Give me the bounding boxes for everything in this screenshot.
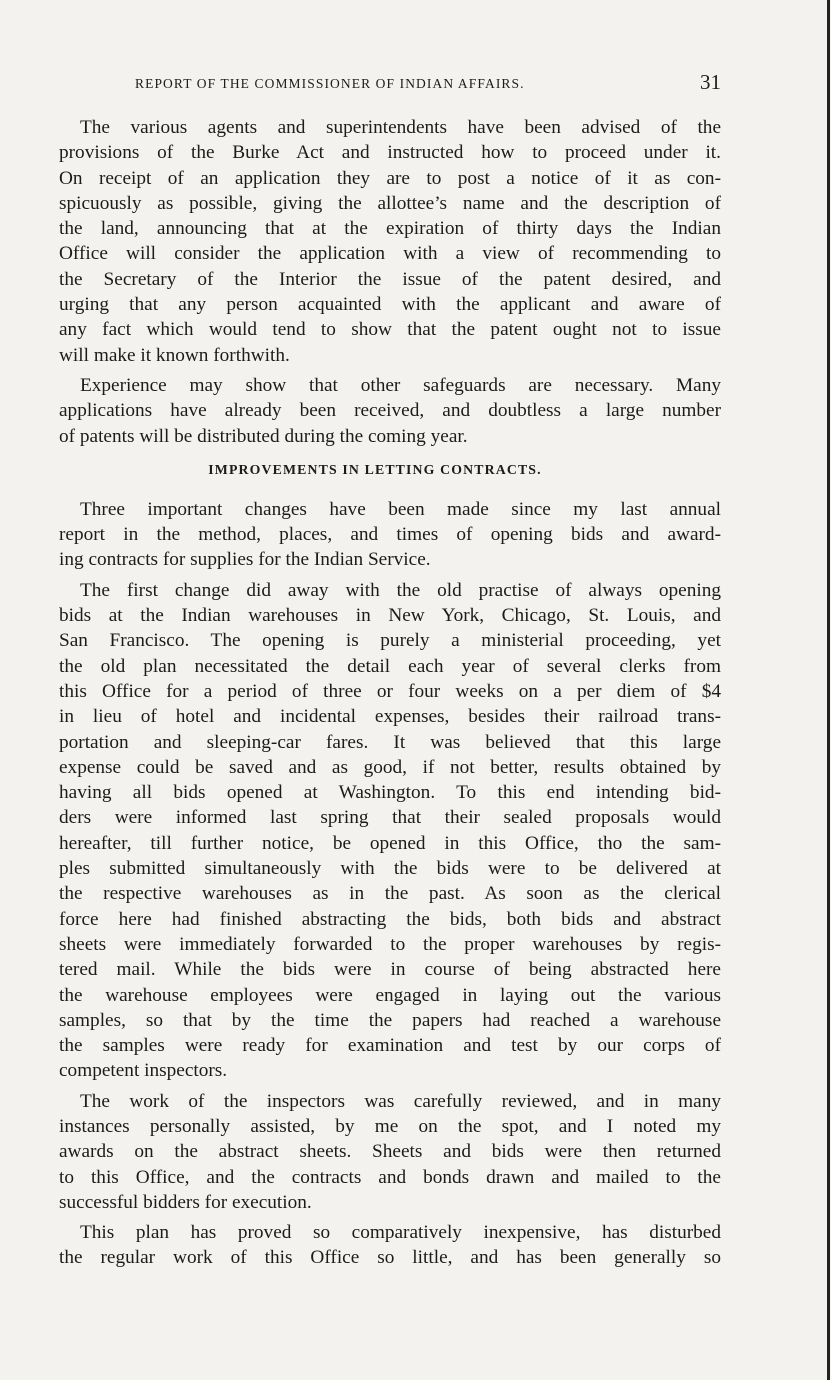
text-line: Experience may show that other safeguards are necessary. Many	[80, 374, 721, 396]
text-line: hereafter, till further notice, be opened in this Office, tho the sam-	[59, 832, 721, 854]
text-line: provisions of the Burke Act and instructed how to proceed under it.	[59, 142, 721, 164]
paragraphs-before-heading	[59, 115, 721, 449]
text-line: the regular work of this Office so little, and has been generally so	[59, 1247, 721, 1269]
text-line: The various agents and superintendents have been advised of the	[80, 117, 721, 138]
text-line: ples submitted simultaneously with the bids were to be delivered at	[59, 858, 721, 880]
body-text	[59, 115, 721, 1276]
running-head: REPORT OF THE COMMISSIONER OF INDIAN AFFAIRS.	[135, 76, 525, 91]
text-line: competent inspectors.	[59, 1060, 228, 1082]
text-line: having all bids opened at Washington. To this end intending bid-	[59, 782, 721, 804]
text-line: bids at the Indian warehouses in New York, Chicago, St. Louis, and	[59, 605, 721, 627]
text-line: sheets were immediately forwarded to the proper warehouses by regis-	[59, 933, 721, 955]
text-line: ing contracts for supplies for the Indian Service.	[59, 549, 431, 571]
paragraph	[59, 373, 721, 449]
text-line: any fact which would tend to show that the patent ought not to issue	[59, 319, 721, 341]
text-line: of patents will be distributed during the coming year.	[59, 425, 468, 447]
paragraph	[59, 1220, 721, 1271]
text-line: the land, announcing that at the expiration of thirty days the Indian	[59, 218, 721, 240]
text-line: successful bidders for execution.	[59, 1191, 312, 1213]
text-line: The first change did away with the old practise of always opening	[80, 579, 721, 601]
text-line: the old plan necessitated the detail each year of several clerks from	[59, 655, 721, 677]
text-line: the samples were ready for examination and test by our corps of	[59, 1035, 721, 1057]
text-line: tered mail. While the bids were in course of being abstracted here	[59, 959, 721, 981]
paragraph	[59, 578, 721, 1084]
text-line: this Office for a period of three or four weeks on a per diem of $4	[59, 680, 721, 702]
text-line: San Francisco. The opening is purely a ministerial proceeding, yet	[59, 630, 721, 652]
text-line: instances personally assisted, by me on the spot, and I noted my	[59, 1115, 721, 1137]
page-number: 31	[700, 70, 721, 94]
paragraph	[59, 497, 721, 573]
text-line: samples, so that by the time the papers had reached a warehouse	[59, 1009, 721, 1031]
text-line: the respective warehouses as in the past. As soon as the clerical	[59, 883, 721, 905]
text-line: force here had finished abstracting the bids, both bids and abstract	[59, 908, 721, 930]
text-line: the Secretary of the Interior the issue of the patent desired, and	[59, 268, 721, 290]
text-line: portation and sleeping-car fares. It was believed that this large	[59, 731, 721, 753]
paragraph	[59, 115, 721, 368]
text-line: to this Office, and the contracts and bonds drawn and mailed to the	[59, 1166, 721, 1188]
text-line: Three important changes have been made since my last annual	[80, 498, 721, 520]
text-line: This plan has proved so comparatively inexpensive, has disturbed	[80, 1222, 721, 1244]
text-line: in lieu of hotel and incidental expenses, besides their railroad trans-	[59, 706, 721, 728]
text-line: awards on the abstract sheets. Sheets and bids were then returned	[59, 1141, 721, 1163]
text-line: expense could be saved and as good, if not better, results obtained by	[59, 756, 721, 778]
text-line: applications have already been received, and doubtless a large number	[59, 400, 721, 422]
page-edge-rule	[827, 0, 830, 1380]
text-line: the warehouse employees were engaged in laying out the various	[59, 984, 721, 1006]
text-line: Office will consider the application with a view of recommending to	[59, 243, 721, 265]
text-line: On receipt of an application they are to post a notice of it as con-	[59, 167, 721, 189]
paragraph	[59, 1089, 721, 1215]
text-line: spicuously as possible, giving the allottee’s name and the description of	[59, 192, 721, 214]
text-line: will make it known forthwith.	[59, 344, 290, 366]
paragraphs-after-heading	[59, 497, 721, 1271]
text-line: report in the method, places, and times of opening bids and award-	[59, 524, 721, 546]
text-line: The work of the inspectors was carefully reviewed, and in many	[80, 1090, 721, 1112]
section-heading: IMPROVEMENTS IN LETTING CONTRACTS.	[208, 461, 542, 477]
page-header	[60, 68, 721, 100]
text-line: ders were informed last spring that their sealed proposals would	[59, 807, 721, 829]
text-line: urging that any person acquainted with the applicant and aware of	[59, 294, 721, 316]
